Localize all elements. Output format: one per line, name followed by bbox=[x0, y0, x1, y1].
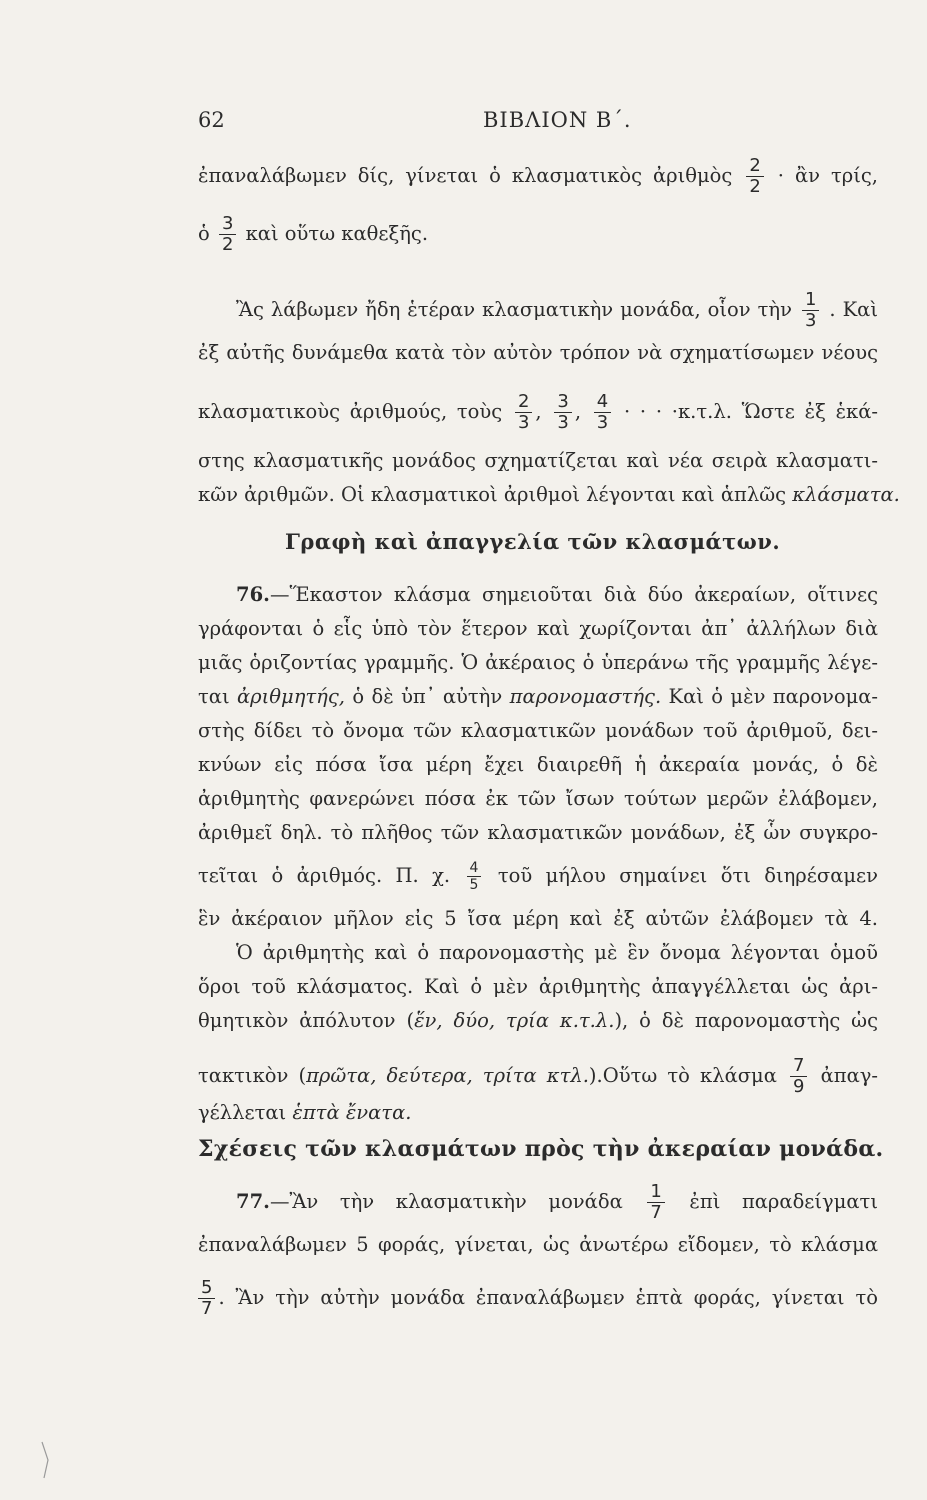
fraction: $\frac{1}{3}$ bbox=[802, 290, 819, 331]
text-line: μιᾶς ὁριζοντίας γραμμῆς. Ὁ ἀκέραιος ὁ ὑπεράνω τῆς γραμμῆς λέγε- bbox=[198, 651, 878, 674]
fraction: $\frac{3}{2}$ bbox=[219, 214, 236, 255]
fraction: $\frac{5}{7}$ bbox=[198, 1278, 215, 1319]
text-line: ὁ $\frac{3}{2}$ καὶ οὕτω καθεξῆς. bbox=[198, 213, 429, 255]
section-heading: Γραφὴ καὶ ἀπαγγελία τῶν κλασμάτων. bbox=[285, 529, 781, 554]
page-header bbox=[198, 108, 878, 138]
text-line: κλασματικοὺς ἀριθμούς, τοὺς $\frac{2}{3}$ , $\frac{3}{3}$ , $\frac{4}{3}$ · · · ·κ.τ.λ. Ὥστε ἐξ ἑκά- bbox=[198, 391, 878, 433]
fraction: $\frac{4}{3}$ bbox=[594, 392, 611, 433]
text-line: γράφονται ὁ εἷς ὑπὸ τὸν ἕτερον καὶ χωρίζονται ἀπ᾽ ἀλλήλων διὰ bbox=[198, 617, 878, 640]
fraction: $\frac{1}{7}$ bbox=[647, 1182, 664, 1223]
text-line: $\frac{5}{7}$ . Ἂν τὴν αὐτὴν μονάδα ἐπαναλάβωμεν ἑπτὰ φοράς, γίνεται τὸ bbox=[198, 1278, 878, 1319]
text-line: 76.—Ἕκαστον κλάσμα σημειοῦται διὰ δύο ἀκεραίων, οἵτινες bbox=[236, 583, 878, 606]
section-heading: Σχέσεις τῶν κλασμάτων πρὸς τὴν ἀκεραίαν μονάδα. bbox=[198, 1136, 884, 1162]
text-line: τακτικὸν (πρῶτα, δεύτερα, τρίτα κτλ.).Οὕτω τὸ κλάσμα $\frac{7}{9}$ ἀπαγ- bbox=[198, 1055, 878, 1097]
fraction: $\frac{3}{3}$ bbox=[554, 392, 571, 433]
text-line: τεῖται ὁ ἀριθμός. Π. χ. $\frac{4}{5}$ τοῦ μήλου σημαίνει ὅτι διηρέσαμεν bbox=[198, 860, 878, 893]
text-line: ται ἀριθμητής, ὁ δὲ ὑπ᾽ αὐτὴν παρονομαστής. Καὶ ὁ μὲν παρονομα- bbox=[198, 685, 879, 708]
fraction: $\frac{2}{2}$ bbox=[746, 156, 763, 197]
fraction: $\frac{4}{5}$ bbox=[467, 860, 482, 893]
fraction: $\frac{7}{9}$ bbox=[790, 1056, 807, 1097]
text-line: ἐπαναλάβωμεν 5 φοράς, γίνεται, ὡς ἀνωτέρω εἴδομεν, τὸ κλάσμα bbox=[198, 1233, 878, 1256]
text-line: ἓν ἀκέραιον μῆλον εἰς 5 ἴσα μέρη καὶ ἐξ αὐτῶν ἐλάβομεν τὰ 4. bbox=[198, 907, 878, 930]
section-number: 77. bbox=[236, 1190, 270, 1213]
text-line: ἐξ αὐτῆς δυνάμεθα κατὰ τὸν αὐτὸν τρόπον νὰ σχηματίσωμεν νέους bbox=[198, 341, 878, 364]
page-mark bbox=[40, 1440, 52, 1480]
section-number: 76. bbox=[236, 583, 270, 606]
text-line: Ὁ ἀριθμητὴς καὶ ὁ παρονομαστὴς μὲ ἓν ὄνομα λέγονται ὁμοῦ bbox=[236, 941, 878, 964]
text-line: ἀριθμεῖ δηλ. τὸ πλῆθος τῶν κλασματικῶν μονάδων, ἐξ ὧν συγκρο- bbox=[198, 821, 878, 844]
text-line: κῶν ἀριθμῶν. Οἱ κλασματικοὶ ἀριθμοὶ λέγονται καὶ ἁπλῶς κλάσματα. bbox=[198, 483, 900, 506]
text-line: στης κλασματικῆς μονάδος σχηματίζεται καὶ νέα σειρὰ κλασματι- bbox=[198, 449, 878, 472]
text-line: ἐπαναλάβωμεν δίς, γίνεται ὁ κλασματικὸς ἀριθμὸς $\frac{2}{2}$ · ἂν τρίς, bbox=[198, 155, 879, 197]
text-line: θμητικὸν ἀπόλυτον (ἕν, δύο, τρία κ.τ.λ.), ὁ δὲ παρονομαστὴς ὡς bbox=[198, 1009, 878, 1032]
text-line: Ἂς λάβωμεν ἤδη ἑτέραν κλασματικὴν μονάδα, οἷον τὴν $\frac{1}{3}$ . Καὶ bbox=[236, 289, 878, 331]
text-line: ὅροι τοῦ κλάσματος. Καὶ ὁ μὲν ἀριθμητὴς ἀπαγγέλλεται ὡς ἀρι- bbox=[198, 975, 878, 998]
text-line: κνύων εἰς πόσα ἴσα μέρη ἔχει διαιρεθῆ ἡ ἀκεραία μονάς, ὁ δὲ bbox=[198, 753, 878, 776]
text-line: ἀριθμητὴς φανερώνει πόσα ἐκ τῶν ἴσων τούτων μερῶν ἐλάβομεν, bbox=[198, 787, 878, 810]
fraction: $\frac{2}{3}$ bbox=[515, 392, 532, 433]
text-line: στὴς δίδει τὸ ὄνομα τῶν κλασματικῶν μονάδων τοῦ ἀριθμοῦ, δει- bbox=[198, 719, 878, 742]
running-title: ΒΙΒΛΙΟΝ Β΄. bbox=[483, 108, 632, 132]
text-line: γέλλεται ἑπτὰ ἔνατα. bbox=[198, 1101, 412, 1124]
text-line: 77.—Ἂν τὴν κλασματικὴν μονάδα $\frac{1}{7}$ ἐπὶ παραδείγματι bbox=[236, 1181, 878, 1223]
page-number: 62 bbox=[198, 108, 225, 132]
